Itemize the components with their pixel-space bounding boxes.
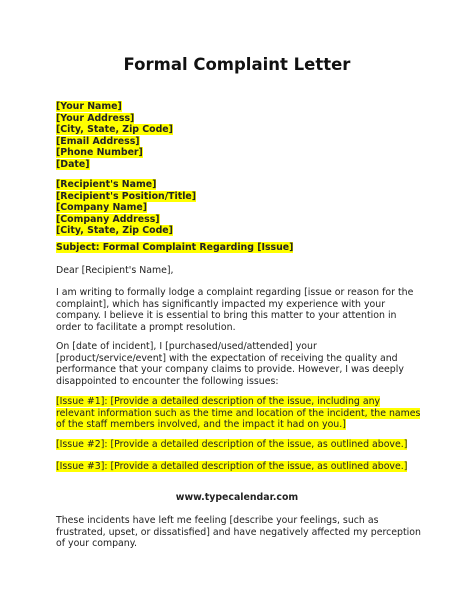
paragraph-1-line: I am writing to formally lodge a complaint regarding [issue or reason for the <box>56 287 414 298</box>
recipient-block <box>56 179 196 237</box>
sender-block <box>56 101 173 171</box>
paragraph-2-line: disappointed to encounter the following issues: <box>56 375 279 387</box>
recipient-address: [Company Address] <box>56 213 160 225</box>
recipient-name: [Recipient's Name] <box>56 179 157 190</box>
issue-3 <box>56 461 426 473</box>
recipient-title: [Recipient's Position/Title] <box>56 190 197 202</box>
paragraph-2 <box>56 341 426 387</box>
page-title: Formal Complaint Letter <box>123 55 351 74</box>
paragraph-3-line: of your company. <box>56 538 137 550</box>
issue-2-text: [Issue #2]: [Provide a detailed description of the issue, as outlined above.] <box>56 439 408 450</box>
issue-1-line: relevant information such as the time and location of the incident, the names <box>56 407 421 419</box>
paragraph-2-line: [product/service/event] with the expectation of receiving the quality and <box>56 352 398 364</box>
sender-phone: [Phone Number] <box>56 147 143 159</box>
paragraph-2-line: On [date of incident], I [purchased/used/attended] your <box>56 341 317 352</box>
recipient-city: [City, State, Zip Code] <box>56 225 173 237</box>
paragraph-1-line: order to facilitate a prompt resolution. <box>56 321 236 333</box>
subject-text: Subject: Formal Complaint Regarding [Issue] <box>56 242 294 253</box>
recipient-company: [Company Name] <box>56 202 148 214</box>
paragraph-1 <box>56 287 426 333</box>
paragraph-3-line: These incidents have left me feeling [describe your feelings, such as <box>56 515 379 526</box>
issue-1-line: of the staff members involved, and the impact it had on you.] <box>56 419 346 431</box>
issue-1-line: [Issue #1]: [Provide a detailed description of the issue, including any <box>56 396 381 407</box>
sender-address: [Your Address] <box>56 112 135 124</box>
paragraph-1-line: complaint], which has significantly impacted my experience with your <box>56 298 386 310</box>
paragraph-3 <box>56 515 426 550</box>
subject-line <box>56 242 293 254</box>
issue-3-text: [Issue #3]: [Provide a detailed description of the issue, as outlined above.] <box>56 461 408 472</box>
sender-date: [Date] <box>56 158 90 170</box>
sender-name: [Your Name] <box>56 101 122 112</box>
sender-email: [Email Address] <box>56 135 140 147</box>
website-footer-link[interactable]: www.typecalendar.com <box>175 492 299 503</box>
issue-2 <box>56 439 426 451</box>
salutation: Dear [Recipient's Name], <box>56 265 174 276</box>
issue-1 <box>56 396 426 431</box>
paragraph-3-line: frustrated, upset, or dissatisfied] and have negatively affected my perception <box>56 526 421 538</box>
paragraph-1-line: company. I believe it is essential to bring this matter to your attention in <box>56 310 397 322</box>
sender-city: [City, State, Zip Code] <box>56 124 173 136</box>
paragraph-2-line: performance that your company claims to provide. However, I was deeply <box>56 364 404 376</box>
